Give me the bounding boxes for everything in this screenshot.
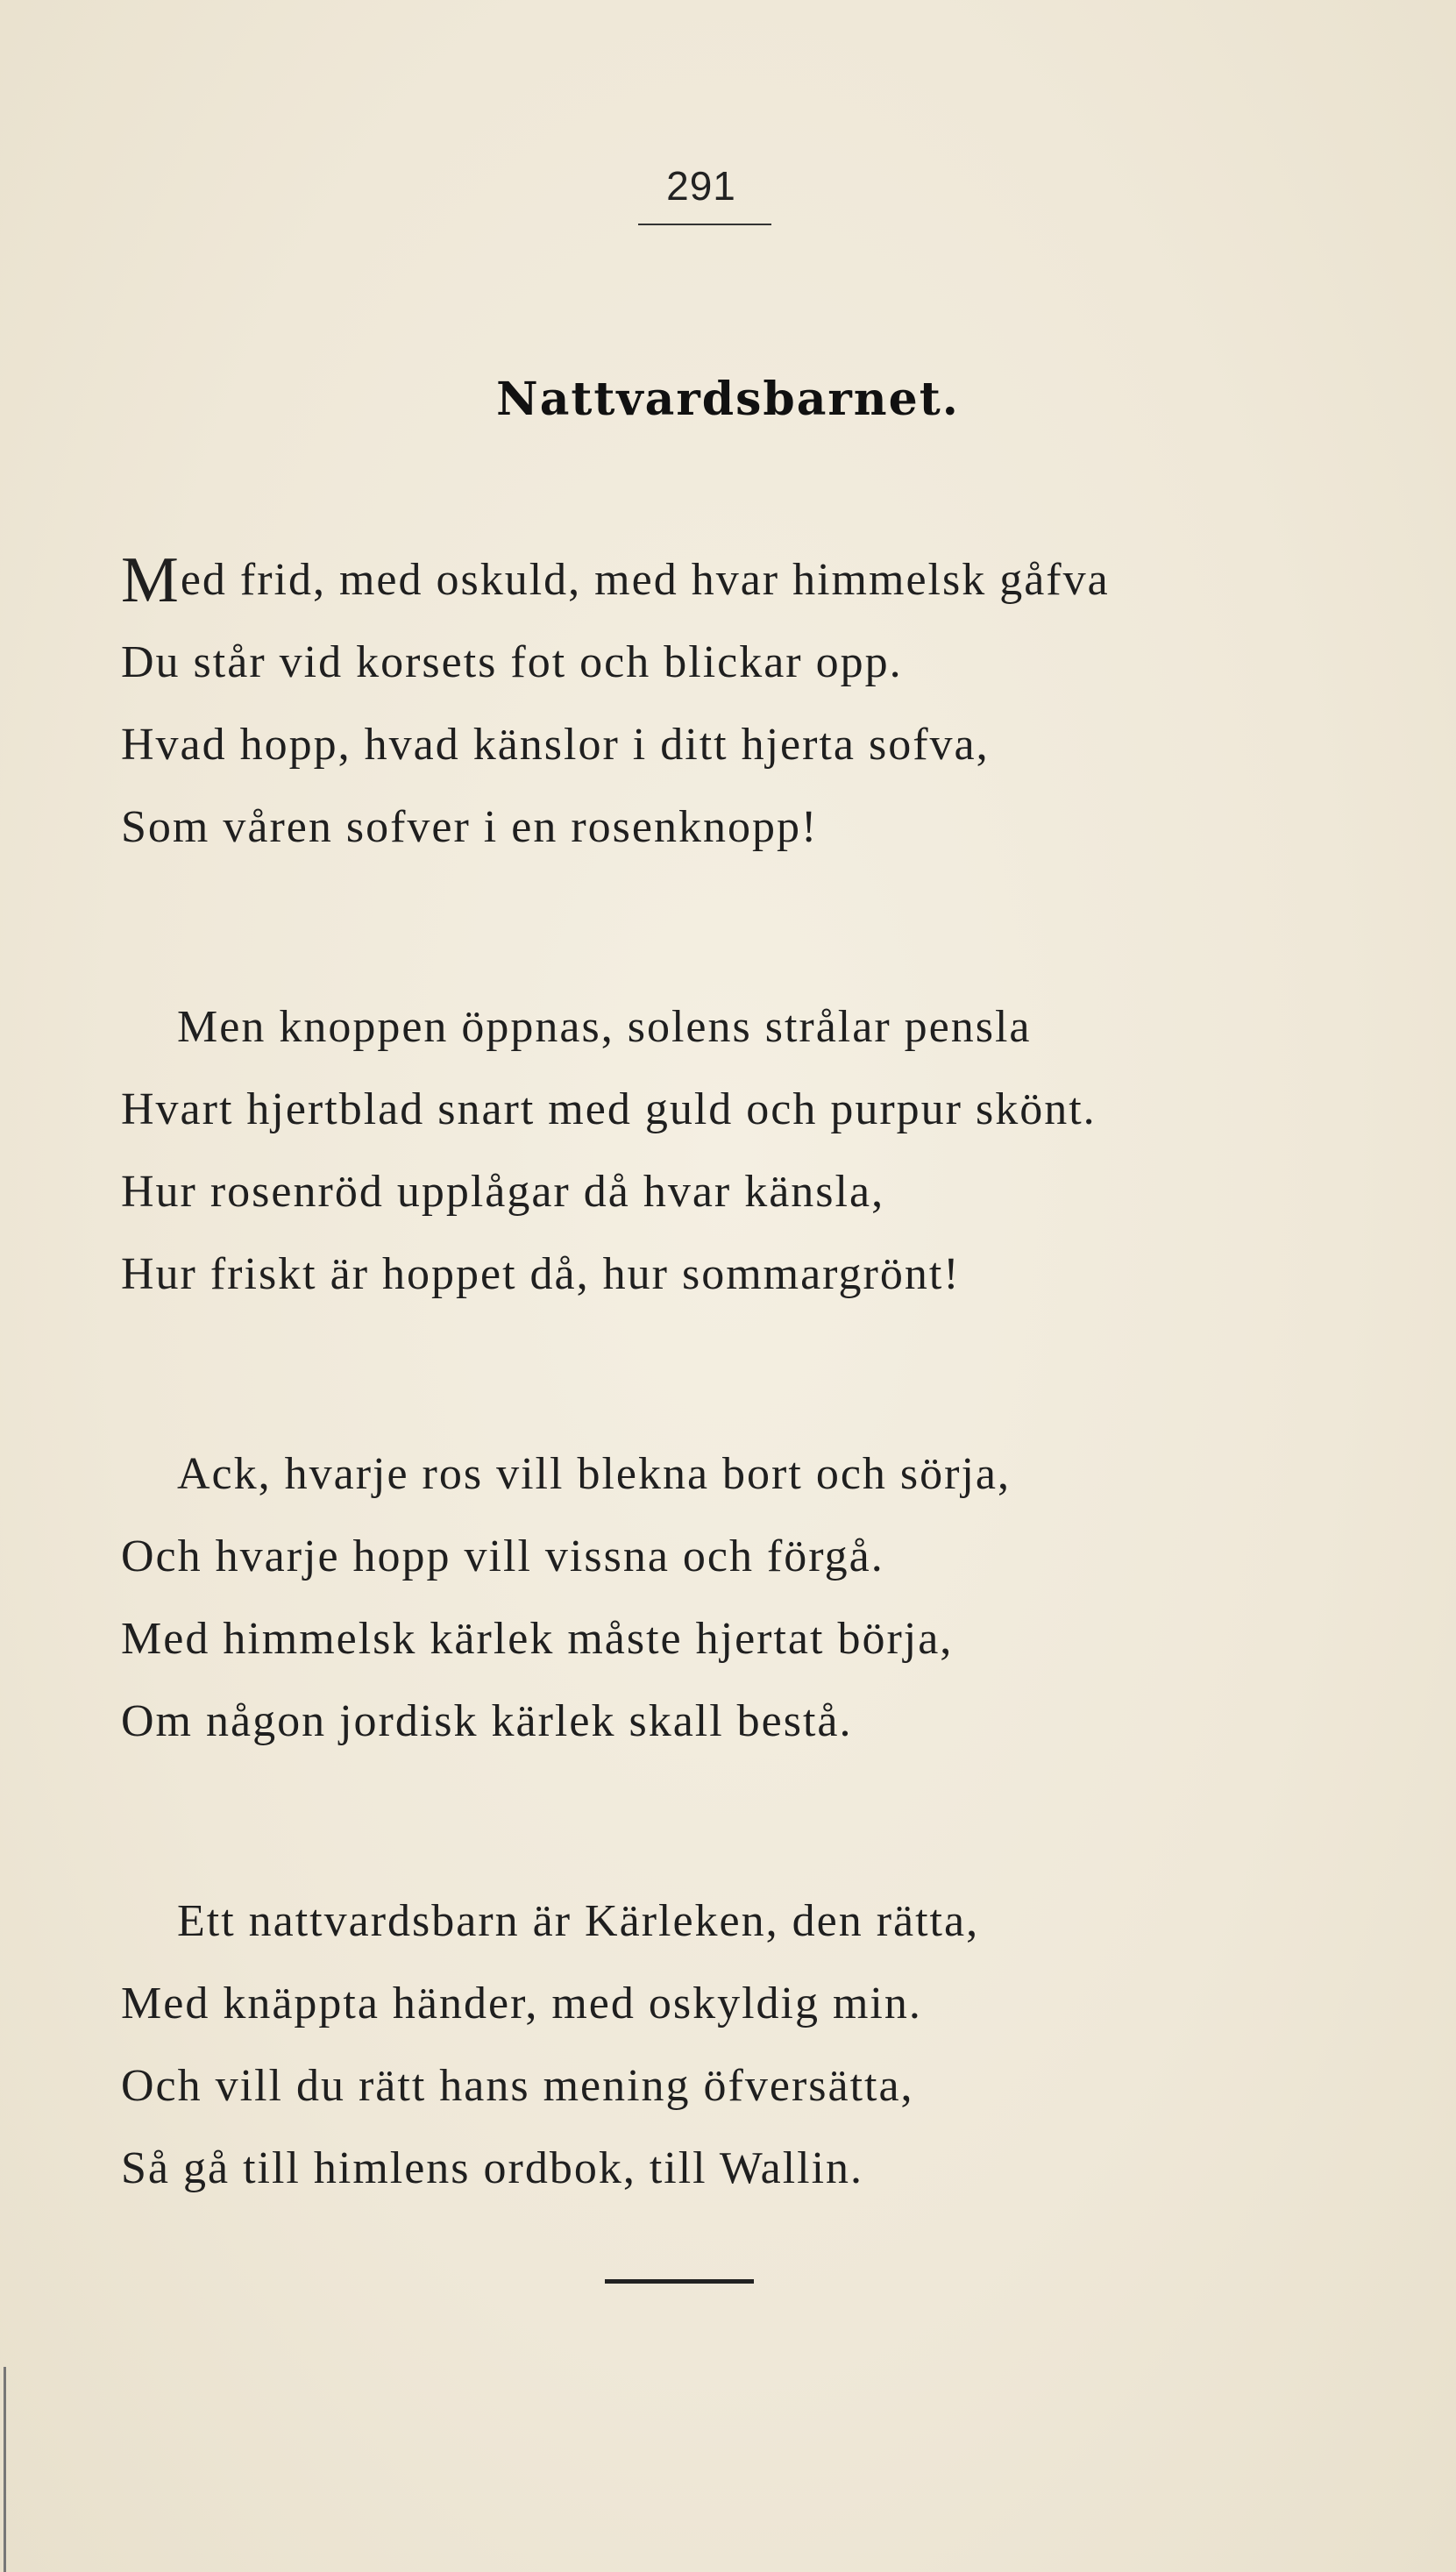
poem-line: Om någon jordisk kärlek skall bestå. — [121, 1696, 853, 1746]
poem-line: Ett nattvardsbarn är Kärleken, den rätta, — [177, 1896, 980, 1946]
poem-line: Med himmelsk kärlek måste hjertat börja, — [121, 1614, 954, 1664]
poem-line — [121, 539, 1348, 622]
poem-line: Hvart hjertblad snart med guld och purpur skönt. — [121, 1084, 1097, 1134]
stanza-3 — [121, 1433, 1348, 1763]
end-rule — [605, 2279, 754, 2284]
poem-line: Du står vid korsets fot och blickar opp. — [121, 637, 903, 687]
page-edge-mark — [4, 2367, 6, 2572]
poem-line: Som våren sofver i en rosenknopp! — [121, 802, 819, 852]
drop-initial: M — [121, 544, 181, 616]
poem-line: Hvad hopp, hvad känslor i ditt hjerta sofva, — [121, 720, 990, 770]
poem-line: Hur rosenröd upplågar då hvar känsla, — [121, 1167, 885, 1217]
poem-line: Och vill du rätt hans mening öfversätta, — [121, 2061, 914, 2111]
poem-line: Men knoppen öppnas, solens strålar pensla — [177, 1002, 1032, 1052]
poem-line-text: ed frid, med oskuld, med hvar himmelsk gåfva — [180, 555, 1110, 605]
poem-line: Ack, hvarje ros vill blekna bort och sörja, — [177, 1449, 1011, 1499]
poem-line: Med knäppta händer, med oskyldig min. — [121, 1979, 922, 2028]
stanza-1 — [121, 539, 1348, 869]
poem-line: Så gå till himlens ordbok, till Wallin. — [121, 2143, 864, 2193]
poem-title: Nattvardsbarnet. — [496, 373, 960, 426]
page-number: 291 — [666, 163, 736, 209]
page-number-rule — [638, 224, 771, 225]
poem-line: Hur friskt är hoppet då, hur sommargrönt! — [121, 1249, 961, 1299]
stanza-2 — [121, 986, 1348, 1316]
poem-line: Och hvarje hopp vill vissna och förgå. — [121, 1531, 884, 1581]
stanza-4 — [121, 1880, 1348, 2210]
